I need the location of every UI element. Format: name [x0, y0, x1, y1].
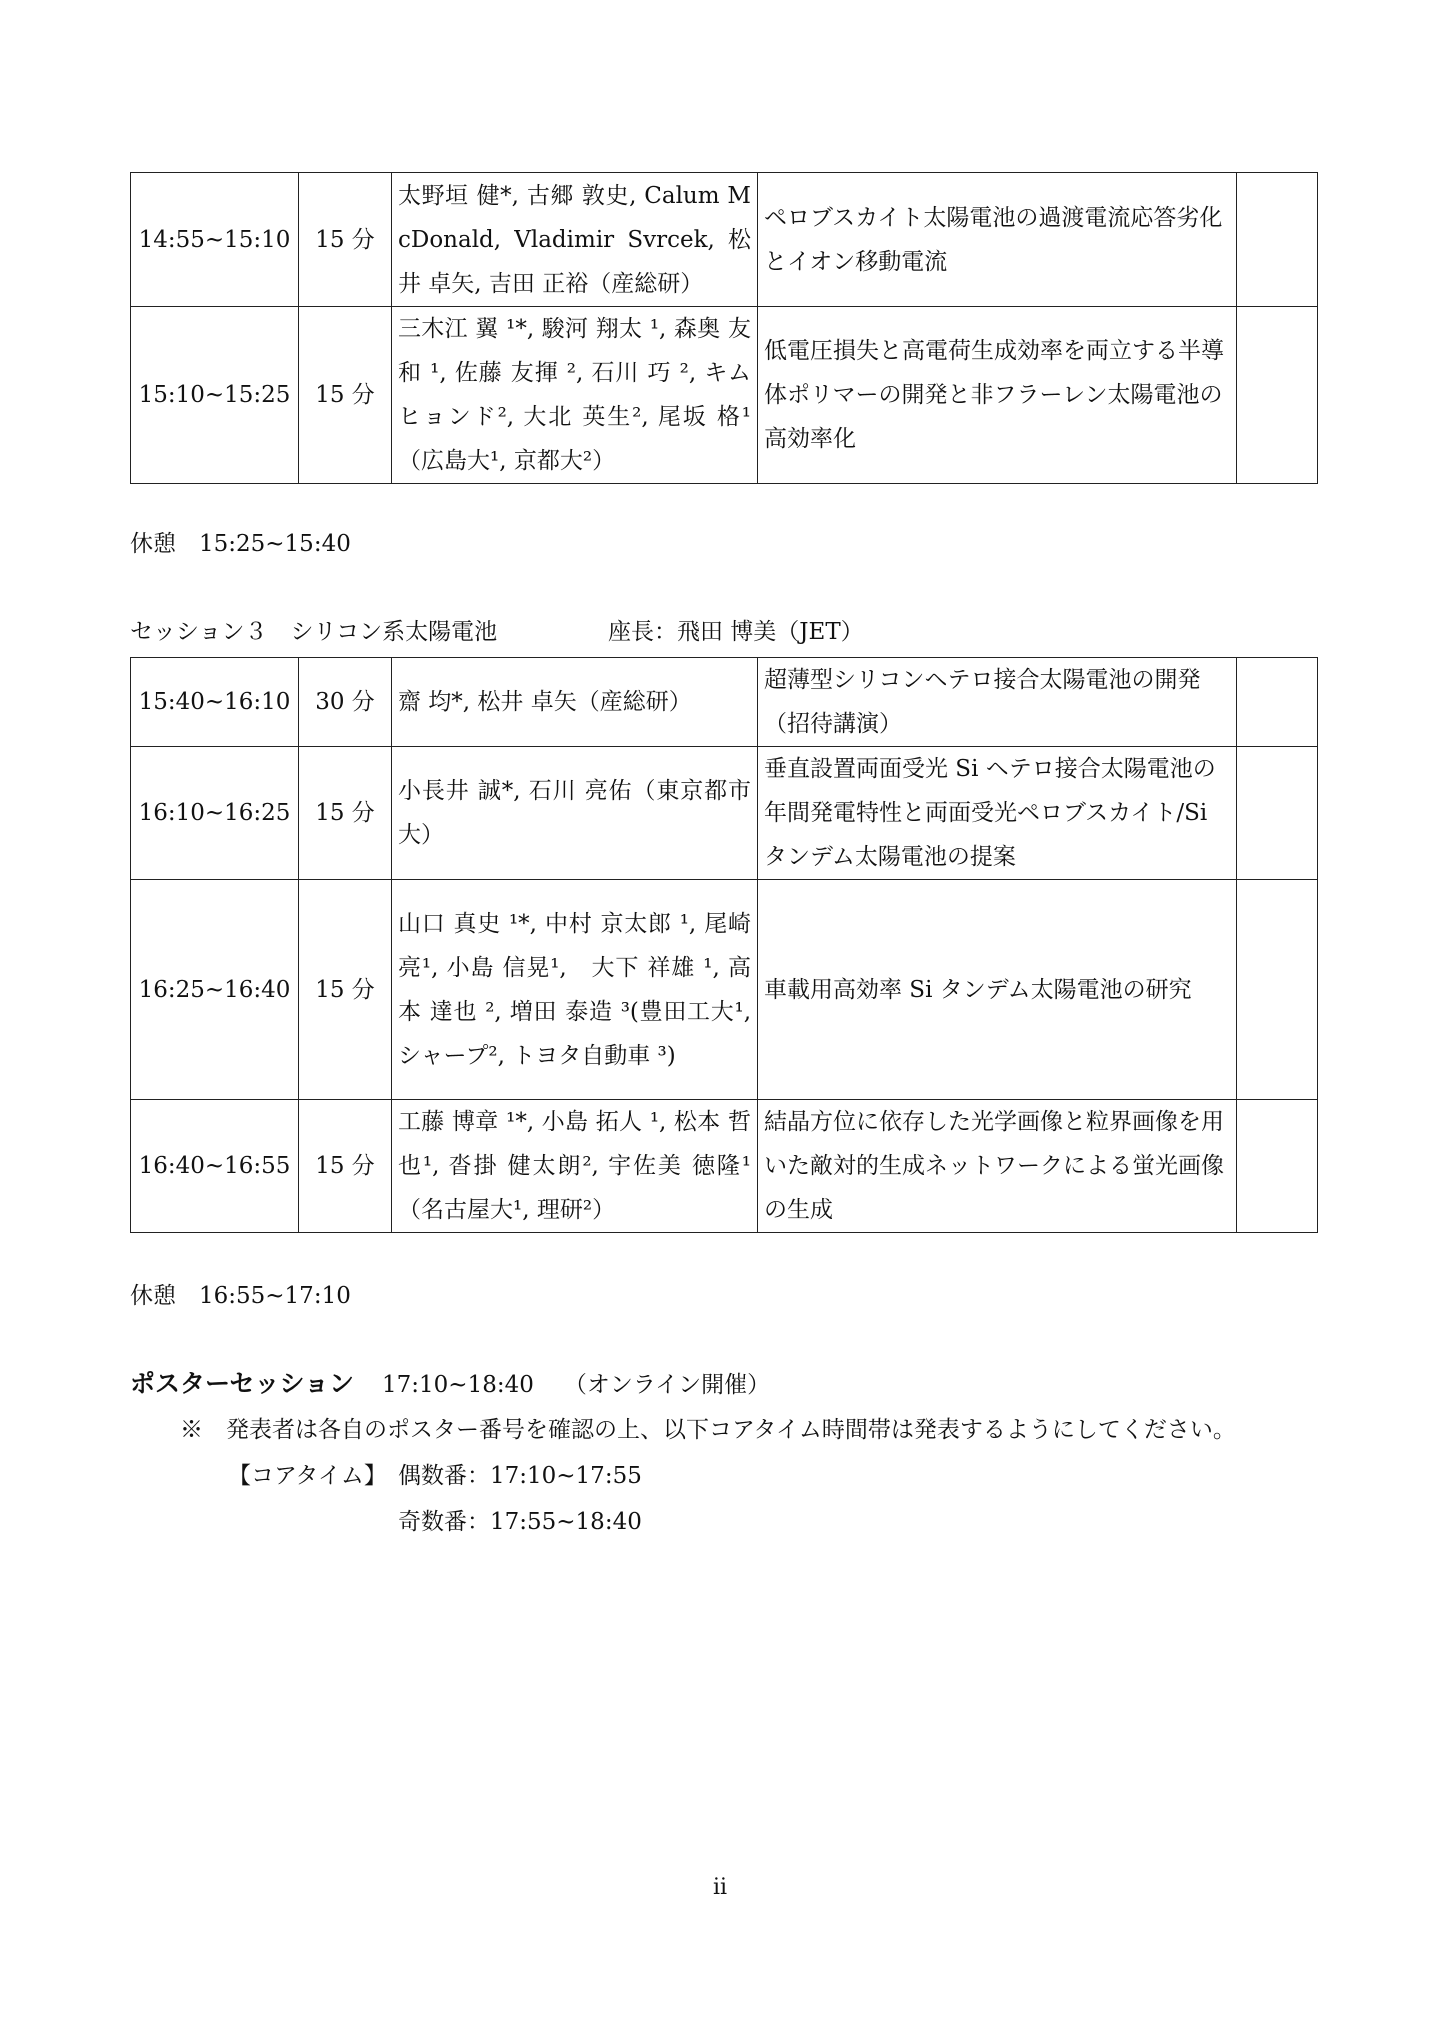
core-time-even: 偶数番：17:10~17:55 [398, 1463, 642, 1489]
time-cell: 15:10~15:25 [131, 307, 299, 484]
break-line-1: 休憩 15:25~15:40 [130, 531, 351, 557]
authors-cell: 太野垣 健*, 古郷 敦史, Calum McDonald, Vladimir Svrcek, 松井 卓矢, 吉田 正裕（産総研） [392, 173, 758, 307]
table-row [131, 173, 1318, 307]
blank-cell [1237, 658, 1318, 747]
duration-cell: 15 分 [299, 1100, 392, 1233]
table-row [131, 1100, 1318, 1233]
duration-cell: 15 分 [299, 747, 392, 880]
authors-cell: 三木江 翼 ¹*, 駿河 翔太 ¹, 森奥 友和 ¹, 佐藤 友揮 ², 石川 巧 ², キム ヒョンド², 大北 英生², 尾坂 格¹（広島大¹, 京都大²） [392, 307, 758, 484]
time-cell: 16:25~16:40 [131, 880, 299, 1100]
title-cell: 結晶方位に依存した光学画像と粒界画像を用いた敵対的生成ネットワークによる蛍光画像の生成 [758, 1100, 1237, 1233]
session3-schedule-table [130, 657, 1318, 1233]
poster-session-heading [130, 1368, 770, 1401]
blank-cell [1237, 1100, 1318, 1233]
table-row [131, 658, 1318, 747]
blank-cell [1237, 307, 1318, 484]
blank-cell [1237, 747, 1318, 880]
break-line-2: 休憩 16:55~17:10 [130, 1283, 351, 1309]
core-time-label: 【コアタイム】 [228, 1463, 387, 1489]
title-cell: 低電圧損失と高電荷生成効率を両立する半導体ポリマーの開発と非フラーレン太陽電池の高効率化 [758, 307, 1237, 484]
title-cell: ペロブスカイト太陽電池の過渡電流応答劣化とイオン移動電流 [758, 173, 1237, 307]
table-row [131, 880, 1318, 1100]
duration-cell: 15 分 [299, 307, 392, 484]
page-number: ii [712, 1875, 728, 1900]
duration-cell: 15 分 [299, 880, 392, 1100]
authors-cell: 齋 均*, 松井 卓矢（産総研） [392, 658, 758, 747]
duration-cell: 30 分 [299, 658, 392, 747]
table-row [131, 307, 1318, 484]
blank-cell [1237, 880, 1318, 1100]
session2-schedule-table [130, 172, 1318, 484]
title-cell: 超薄型シリコンヘテロ接合太陽電池の開発（招待講演） [758, 658, 1237, 747]
authors-cell: 工藤 博章 ¹*, 小島 拓人 ¹, 松本 哲也¹, 沓掛 健太朗², 宇佐美 徳隆¹（名古屋大¹, 理研²） [392, 1100, 758, 1233]
session3-header: セッション３ シリコン系太陽電池 [130, 619, 498, 645]
authors-cell: 山口 真史 ¹*, 中村 京太郎 ¹, 尾崎 亮¹, 小島 信晃¹, 大下 祥雄 ¹, 高本 達也 ², 増田 泰造 ³(豊田工大¹, シャープ², トヨタ自動車 ³) [392, 880, 758, 1100]
time-cell: 16:10~16:25 [131, 747, 299, 880]
core-time-odd: 奇数番：17:55~18:40 [398, 1509, 642, 1535]
time-cell: 15:40~16:10 [131, 658, 299, 747]
title-cell: 車載用高効率 Si タンデム太陽電池の研究 [758, 880, 1237, 1100]
authors-cell: 小長井 誠*, 石川 亮佑（東京都市大） [392, 747, 758, 880]
poster-note: ※ 発表者は各自のポスター番号を確認の上、以下コアタイム時間帯は発表するようにしてください。 [180, 1417, 1236, 1443]
session3-chair: 座長：飛田 博美（JET） [608, 619, 864, 645]
duration-cell: 15 分 [299, 173, 392, 307]
poster-session-time: 17:10~18:40 [382, 1372, 534, 1398]
title-cell: 垂直設置両面受光 Si ヘテロ接合太陽電池の年間発電特性と両面受光ペロブスカイト/Si タンデム太陽電池の提案 [758, 747, 1237, 880]
poster-session-title: ポスターセッション [130, 1369, 355, 1398]
blank-cell [1237, 173, 1318, 307]
poster-session-mode: （オンライン開催） [563, 1372, 771, 1398]
time-cell: 16:40~16:55 [131, 1100, 299, 1233]
time-cell: 14:55~15:10 [131, 173, 299, 307]
table-row [131, 747, 1318, 880]
